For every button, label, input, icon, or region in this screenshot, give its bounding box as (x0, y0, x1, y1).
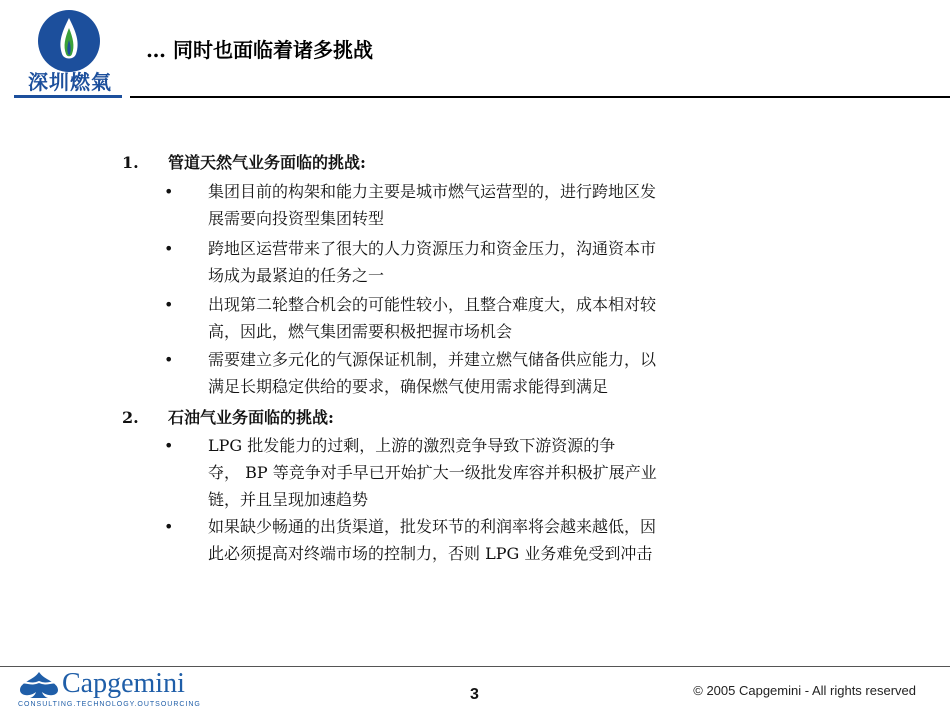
bullet-text-line: 展需要向投资型集团转型 (208, 209, 385, 229)
capgemini-spade-icon (16, 670, 62, 700)
bullet-icon: • (164, 350, 174, 369)
bullet-text-line: 高，因此，燃气集团需要积极把握市场机会 (208, 322, 513, 342)
logo-text: 深圳燃氣 (28, 70, 112, 94)
section-number: 1. (122, 153, 139, 172)
bullet-text-line: 需要建立多元化的气源保证机制，并建立燃气储备供应能力，以 (208, 350, 657, 369)
section-2-heading (122, 405, 334, 428)
section-title: 管道天然气业务面临的挑战: (168, 153, 366, 172)
page-title: … 同时也面临着诸多挑战 (146, 38, 373, 62)
capgemini-tagline: CONSULTING.TECHNOLOGY.OUTSOURCING (18, 701, 201, 708)
section-1-heading (122, 150, 366, 173)
bullet-text-line: 如果缺少畅通的出货渠道，批发环节的利润率将会越来越低，因 (208, 517, 657, 536)
capgemini-logo-text: Capgemini (62, 668, 185, 699)
section-number: 2. (122, 408, 139, 427)
bullet-text-line: 链，并且呈现加速趋势 (208, 490, 369, 510)
bullet-text-line: LPG 批发能力的过剩，上游的激烈竞争导致下游资源的争 (208, 436, 616, 455)
bullet-text-line: 集团目前的构架和能力主要是城市燃气运营型的，进行跨地区发 (208, 182, 657, 201)
footer-divider (0, 666, 950, 667)
bullet-icon: • (164, 295, 174, 314)
bullet-icon: • (164, 239, 174, 258)
bullet-icon: • (164, 436, 174, 455)
page-number: 3 (470, 686, 479, 703)
bullet-text-line: 夺， BP 等竞争对手早已开始扩大一级批发库容并积极扩展产业 (208, 463, 657, 483)
bullet-text-line: 场成为最紧迫的任务之一 (208, 266, 385, 286)
section-title: 石油气业务面临的挑战: (168, 408, 334, 427)
bullet-text-line: 出现第二轮整合机会的可能性较小，且整合难度大，成本相对较 (208, 295, 657, 314)
copyright-notice: © 2005 Capgemini - All rights reserved (693, 683, 916, 698)
bullet-text-line: 满足长期稳定供给的要求，确保燃气使用需求能得到满足 (208, 377, 609, 397)
bullet-icon: • (164, 182, 174, 201)
bullet-text-line: 此必须提高对终端市场的控制力，否则 LPG 业务难免受到冲击 (208, 544, 653, 564)
bullet-text-line: 跨地区运营带来了很大的人力资源压力和资金压力，沟通资本市 (208, 239, 657, 258)
bullet-icon: • (164, 517, 174, 536)
